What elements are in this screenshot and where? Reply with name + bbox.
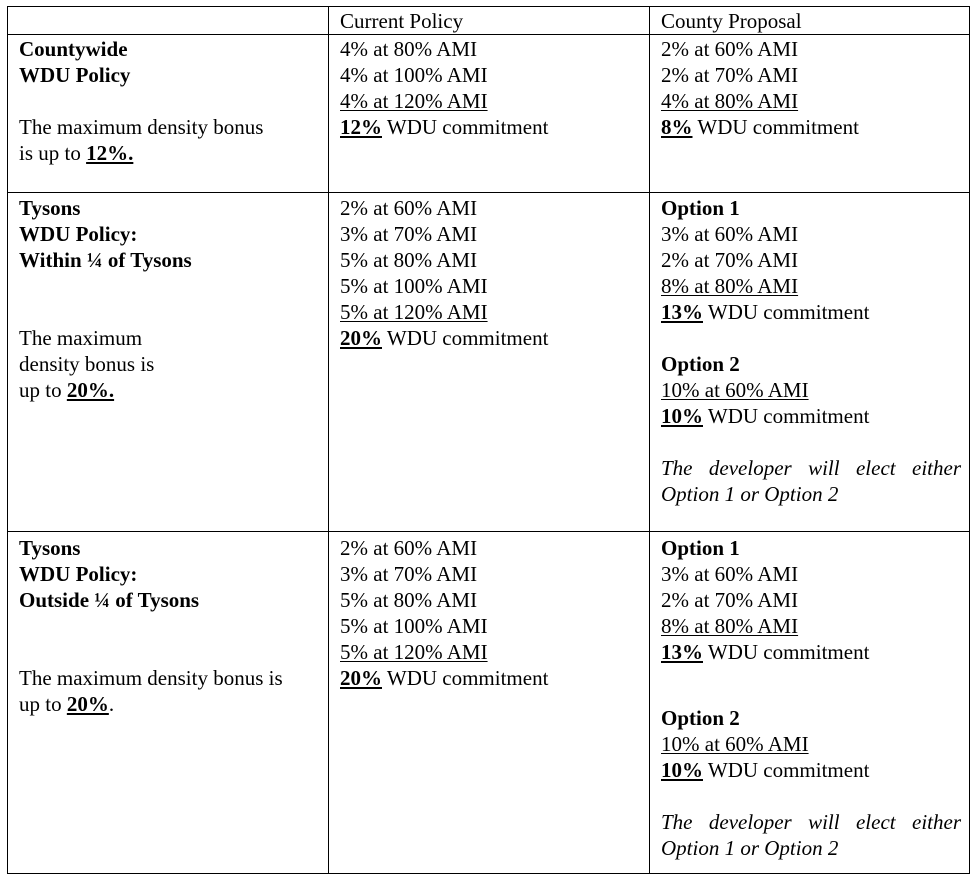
ami-line: 2% at 70% AMI: [661, 63, 799, 87]
ami-line: 2% at 60% AMI: [340, 536, 478, 560]
bonus-text: up to: [19, 692, 67, 716]
commitment-text: WDU commitment: [703, 300, 870, 324]
commitment-text: WDU commitment: [382, 326, 549, 350]
bonus-text: .: [108, 692, 115, 716]
row-countywide-label: [19, 36, 319, 166]
row-tysons-outside-proposal: [661, 535, 961, 861]
row-divider: [8, 531, 969, 532]
commitment-value: 10%: [661, 404, 703, 428]
row-tysons-within-current: [340, 195, 640, 351]
commitment-value: 13%: [661, 640, 703, 664]
commitment-text: WDU commitment: [703, 640, 870, 664]
header-empty-cell: [8, 7, 328, 33]
ami-line: 5% at 80% AMI: [340, 248, 478, 272]
commitment-text: WDU commitment: [703, 758, 870, 782]
column-divider: [328, 7, 329, 873]
ami-line-underlined: 4% at 80% AMI: [661, 89, 799, 113]
header-current-policy: Current Policy: [340, 9, 464, 33]
commitment-value: 20%: [340, 666, 382, 690]
ami-line-underlined: 8% at 80% AMI: [661, 614, 799, 638]
bonus-value: 20%: [66, 692, 109, 716]
row-title: Tysons: [19, 536, 81, 560]
commitment-value: 20%: [340, 326, 382, 350]
option-title: Option 1: [661, 536, 740, 560]
bonus-text: The maximum density bonus is: [19, 666, 283, 690]
row-tysons-within-label: [19, 195, 319, 403]
commitment-text: WDU commitment: [382, 666, 549, 690]
option-note: The developer will elect either: [661, 810, 961, 834]
ami-line-underlined: 10% at 60% AMI: [661, 732, 809, 756]
ami-line: 2% at 60% AMI: [661, 37, 799, 61]
commitment-value: 10%: [661, 758, 703, 782]
row-tysons-outside-label: [19, 535, 319, 717]
bonus-value: 12%.: [86, 141, 134, 165]
commitment-text: WDU commitment: [703, 404, 870, 428]
row-countywide-current: [340, 36, 640, 140]
ami-line-underlined: 8% at 80% AMI: [661, 274, 799, 298]
bonus-text: is up to: [19, 141, 87, 165]
row-title: WDU Policy: [19, 63, 131, 87]
option-note: The developer will elect either: [661, 456, 961, 480]
ami-line: 3% at 70% AMI: [340, 562, 478, 586]
policy-comparison-table: [7, 6, 970, 874]
ami-line: 5% at 100% AMI: [340, 274, 488, 298]
row-countywide-proposal: [661, 36, 961, 140]
row-title: WDU Policy:: [19, 562, 138, 586]
row-title: Countywide: [19, 37, 128, 61]
bonus-text: density bonus is: [19, 352, 155, 376]
ami-line: 2% at 70% AMI: [661, 588, 799, 612]
commitment-text: WDU commitment: [382, 115, 549, 139]
ami-line-underlined: 10% at 60% AMI: [661, 378, 809, 402]
bonus-text: up to: [19, 378, 67, 402]
row-title: WDU Policy:: [19, 222, 138, 246]
ami-line: 5% at 80% AMI: [340, 588, 478, 612]
bonus-value: 20%.: [66, 378, 115, 402]
bonus-text: The maximum density bonus: [19, 115, 264, 139]
commitment-value: 8%: [661, 115, 693, 139]
option-title: Option 2: [661, 706, 740, 730]
ami-line: 3% at 70% AMI: [340, 222, 478, 246]
commitment-value: 12%: [340, 115, 382, 139]
commitment-value: 13%: [661, 300, 703, 324]
ami-line: 4% at 80% AMI: [340, 37, 478, 61]
bonus-text: The maximum: [19, 326, 143, 350]
row-tysons-outside-current: [340, 535, 640, 691]
ami-line: 5% at 100% AMI: [340, 614, 488, 638]
ami-line: 2% at 70% AMI: [661, 248, 799, 272]
option-title: Option 1: [661, 196, 740, 220]
option-note: Option 1 or Option 2: [661, 482, 839, 506]
option-title: Option 2: [661, 352, 740, 376]
ami-line: 3% at 60% AMI: [661, 562, 799, 586]
option-note: Option 1 or Option 2: [661, 836, 839, 860]
ami-line: 2% at 60% AMI: [340, 196, 478, 220]
ami-line-underlined: 5% at 120% AMI: [340, 640, 488, 664]
row-divider: [8, 34, 969, 35]
row-title: Tysons: [19, 196, 81, 220]
ami-line: 3% at 60% AMI: [661, 222, 799, 246]
commitment-text: WDU commitment: [692, 115, 859, 139]
column-divider: [649, 7, 650, 873]
ami-line: 4% at 100% AMI: [340, 63, 488, 87]
row-title: Within ¼ of Tysons: [19, 248, 192, 272]
row-divider: [8, 192, 969, 193]
row-tysons-within-proposal: [661, 195, 961, 507]
ami-line-underlined: 5% at 120% AMI: [340, 300, 488, 324]
row-title: Outside ¼ of Tysons: [19, 588, 200, 612]
header-county-proposal: County Proposal: [661, 9, 802, 33]
ami-line-underlined: 4% at 120% AMI: [340, 89, 488, 113]
